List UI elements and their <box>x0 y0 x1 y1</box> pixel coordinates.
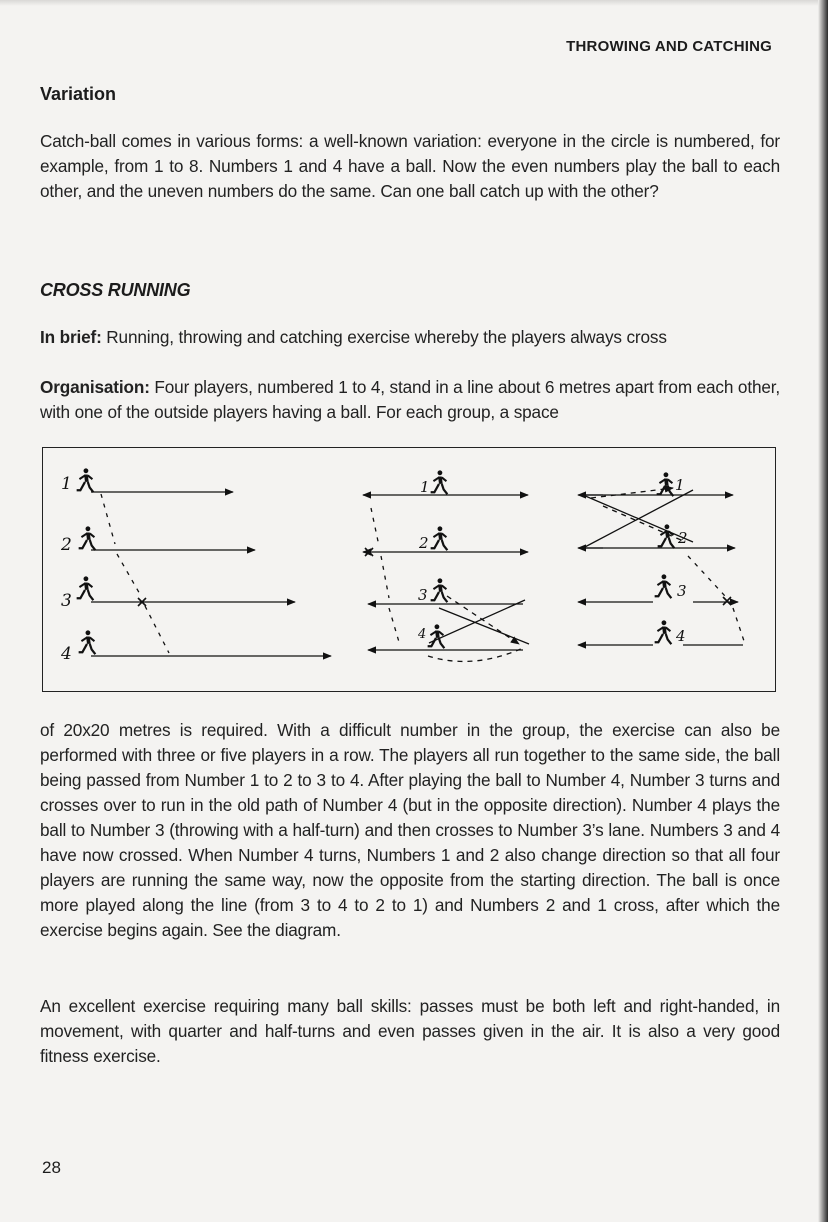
running-player-icon <box>428 624 445 648</box>
panel2-label-4: 4 <box>418 627 427 642</box>
organisation-paragraph <box>40 375 780 425</box>
running-player-icon <box>431 526 448 550</box>
panel3-label-4: 4 <box>676 627 686 645</box>
cross-running-heading: CROSS RUNNING <box>40 280 191 300</box>
pass-dashed-lines <box>688 556 745 644</box>
in-brief-text: Running, throwing and catching exercise whereby the players always cross <box>101 327 667 347</box>
cross-line-b <box>439 608 529 644</box>
running-player-icon <box>431 470 448 494</box>
diagram-svg <box>43 448 777 693</box>
running-player-icon <box>79 526 96 550</box>
continuation-paragraph: of 20x20 metres is required. With a difficult number in the group, the exercise can also be performed with three or five players in a row. The players all run together to the same side, the ball being passed from Number 1 to 2 to 3 to 4. After playing the ball to Number 4, Number 3 turns and crosses over to run in the old path of Number 4 (but in the opposite direction). Number 4 plays the ball to Number 3 (throwing with a half-turn) and then crosses to Number 3’s lane. Numbers 3 and 4 have now crossed. When Number 4 turns, Numbers 1 and 2 also change direction so that all four players are running the same way, now the opposite from the starting direction. The ball is once more played along the line (from 3 to 4 to 2 to 1) and Numbers 2 and 1 cross, after which the exercise begins again. See the diagram. <box>40 720 780 940</box>
running-player-icon <box>431 578 448 602</box>
panel2-label-1: 1 <box>420 478 430 496</box>
in-brief-label: In brief: <box>40 327 102 347</box>
pass-dashed-lines <box>371 508 399 642</box>
variation-heading: Variation <box>40 84 117 104</box>
in-brief-paragraph <box>40 325 780 350</box>
running-player-icon <box>655 620 672 644</box>
panel3-label-1: 1 <box>675 476 685 494</box>
running-player-icon <box>657 472 674 496</box>
panel1-label-3: 3 <box>61 591 72 611</box>
page-number: 28 <box>42 1158 61 1177</box>
running-header: THROWING AND CATCHING <box>566 38 772 55</box>
running-player-icon <box>655 574 672 598</box>
pass-dashed-arrow <box>447 596 519 644</box>
panel1-label-1: 1 <box>61 474 72 494</box>
ball-icon <box>723 597 731 605</box>
running-player-icon <box>77 468 94 492</box>
cross-line-b <box>583 490 693 548</box>
panel2-label-3: 3 <box>418 586 428 604</box>
organisation-label: Organisation: <box>40 377 150 397</box>
diagram-panel-2 <box>363 495 529 661</box>
organisation-text: Four players, numbered 1 to 4, stand in a line about 6 metres apart from each other, with one of the outside players having a ball. For each group, a space <box>40 377 781 422</box>
page-top-shadow <box>0 0 828 6</box>
panel1-label-2: 2 <box>61 535 72 555</box>
running-player-icon <box>79 630 96 654</box>
running-player-icon <box>77 576 94 600</box>
panel1-label-4: 4 <box>61 644 72 664</box>
panel3-label-3: 3 <box>677 582 687 600</box>
pass-dashed-lines <box>101 494 169 653</box>
panel3-label-2: 2 <box>678 529 688 547</box>
variation-paragraph: Catch-ball comes in various forms: a well-known variation: everyone in the circle is numbered, for example, from 1 to 8. Numbers 1 and 4 have a ball. Now the even numbers play the ball to each other, and the uneven numbers do the same. Can one ball catch up with the other? <box>40 131 780 201</box>
page-binding-edge <box>818 0 828 1222</box>
panel2-label-2: 2 <box>419 534 429 552</box>
closing-paragraph: An excellent exercise requiring many ball skills: passes must be both left and right-handed, in movement, with quarter and half-turns and even passes given in the air. It is also a very good fitness exercise. <box>40 996 780 1066</box>
diagram-panel-3 <box>578 488 745 645</box>
diagram-panel-1 <box>91 492 331 656</box>
cross-running-diagram <box>42 447 776 692</box>
